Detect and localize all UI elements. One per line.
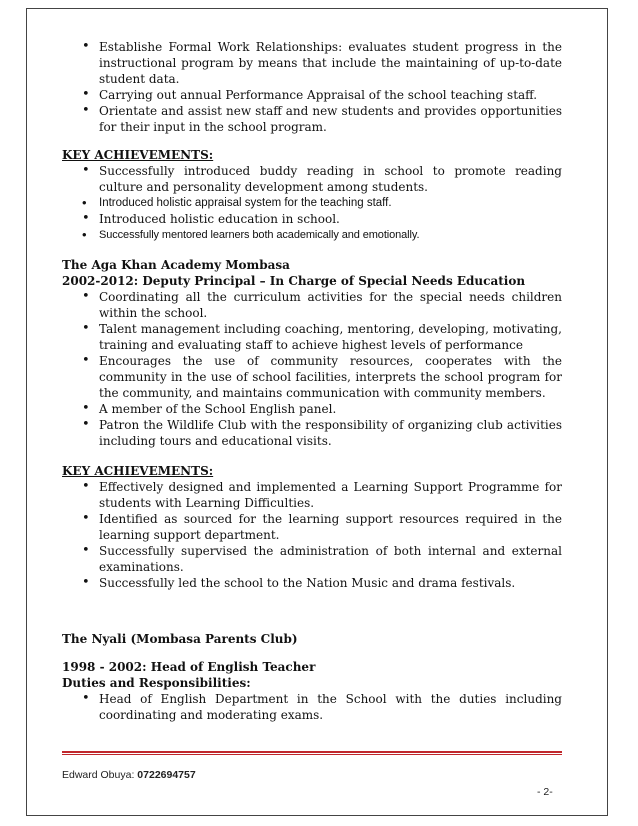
list-item: • A member of the School English panel.	[62, 401, 562, 417]
employer-name: The Aga Khan Academy Mombasa	[62, 258, 290, 272]
list-item: • Coordinating all the curriculum activities for the special needs children within the school.	[62, 289, 562, 321]
employer-name: The Nyali (Mombasa Parents Club)	[62, 632, 298, 646]
key-achievements-heading: KEY ACHIEVEMENTS:	[62, 148, 214, 162]
list-item: • Identified as sourced for the learning support resources required in the learning support department.	[62, 511, 562, 543]
job-duties-list	[62, 289, 562, 449]
key-achievements-list	[62, 479, 562, 591]
key-achievements-heading: KEY ACHIEVEMENTS:	[62, 464, 214, 478]
page-number: - 2-	[537, 786, 553, 798]
list-item: • Successfully led the school to the Nation Music and drama festivals.	[62, 575, 562, 591]
job-role: 1998 - 2002: Head of English Teacher	[62, 660, 316, 674]
list-item: • Establishe Formal Work Relationships: evaluates student progress in the instructional program by means that include the maintaining of up-to-date student data.	[62, 39, 562, 87]
list-item: • Introduced holistic appraisal system for the teaching staff.	[62, 195, 562, 211]
duties-heading: Duties and Responsibilities:	[62, 676, 251, 690]
footer-name-label: Edward Obuya:	[62, 769, 138, 781]
list-item: • Successfully supervised the administration of both internal and external examinations.	[62, 543, 562, 575]
resume-page-content	[62, 39, 562, 723]
footer-contact	[62, 769, 196, 781]
list-item: • Carrying out annual Performance Appraisal of the school teaching staff.	[62, 87, 562, 103]
list-item: • Successfully introduced buddy reading in school to promote reading culture and personality development among students.	[62, 163, 562, 195]
list-item: • Encourages the use of community resources, cooperates with the community in the use of school facilities, interprets the school program for the community, and maintains communication with community members.	[62, 353, 562, 401]
list-item: • Head of English Department in the School with the duties including coordinating and moderating exams.	[62, 691, 562, 723]
key-achievements-list	[62, 163, 562, 243]
list-item: • Successfully mentored learners both academically and emotionally.	[62, 227, 562, 243]
list-item: • Effectively designed and implemented a Learning Support Programme for students with Learning Difficulties.	[62, 479, 562, 511]
duties-list-continued	[62, 39, 562, 135]
list-item: • Patron the Wildlife Club with the responsibility of organizing club activities including tours and educational visits.	[62, 417, 562, 449]
footer-divider	[62, 754, 562, 755]
job-duties-list	[62, 691, 562, 723]
job-role: 2002-2012: Deputy Principal – In Charge of Special Needs Education	[62, 274, 526, 288]
list-item: • Introduced holistic education in school.	[62, 211, 562, 227]
list-item: • Orientate and assist new staff and new students and provides opportunities for their input in the school program.	[62, 103, 562, 135]
footer-divider	[62, 751, 562, 753]
list-item: • Talent management including coaching, mentoring, developing, motivating, training and evaluating staff to achieve highest levels of performance	[62, 321, 562, 353]
footer-phone: 0722694757	[137, 769, 196, 781]
